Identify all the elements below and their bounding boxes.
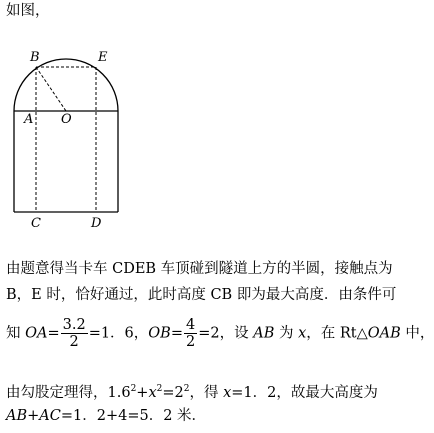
solution-line-3 [6,317,434,350]
var-oa: OA= [25,325,60,342]
text-segment: =2 [162,384,184,401]
var-x: x [148,384,157,401]
exponent: 2 [156,384,163,394]
exponent: 2 [183,384,190,394]
solution-line-4 [6,378,378,404]
label-d: D [91,216,102,231]
text-segment: 为 [274,325,299,342]
text-segment: =2，设 [198,325,254,342]
var-ab: AB [253,325,275,342]
fraction-numerator: 3.2 [62,317,86,333]
label-o: O [61,112,72,127]
text-segment: 中， [400,325,434,342]
solution-line-5 [6,405,206,427]
var-ob: OB= [148,325,183,342]
intro-text: 如图， [6,3,50,19]
solution-line-1: 由题意得当卡车 CDEB 车顶碰到隧道上方的半圆，接触点为 [6,261,393,277]
var-ab-ac: AB+AC [6,408,61,424]
var-x: x [298,325,307,342]
text-segment: ，在 Rt△ [306,325,368,342]
fraction-denominator: 2 [186,334,196,350]
fraction-denominator: 2 [69,334,79,350]
fraction-oa [61,317,88,350]
text-segment: 知 [6,325,26,342]
text-segment: =1．2+4=5．2 米． [60,408,207,424]
text-segment: ，得 [189,384,224,401]
text-segment: =1．2，故最大高度为 [231,384,378,401]
solution-line-2: B，E 时，恰好通过，此时高度 CB 即为最大高度．由条件可 [6,287,397,303]
text-segment: 由勾股定理得，1.6 [6,384,131,401]
var-x: x [223,384,232,401]
label-e: E [98,50,108,65]
text-segment: + [136,384,149,401]
var-oab: OAB [367,325,401,342]
exponent: 2 [130,384,137,394]
label-a: A [24,112,34,127]
fraction-ob [184,317,197,350]
label-b: B [30,50,40,65]
text-segment: =1．6， [88,325,149,342]
label-c: C [31,216,41,231]
radius-ob [36,67,66,111]
fraction-numerator: 4 [186,317,196,333]
